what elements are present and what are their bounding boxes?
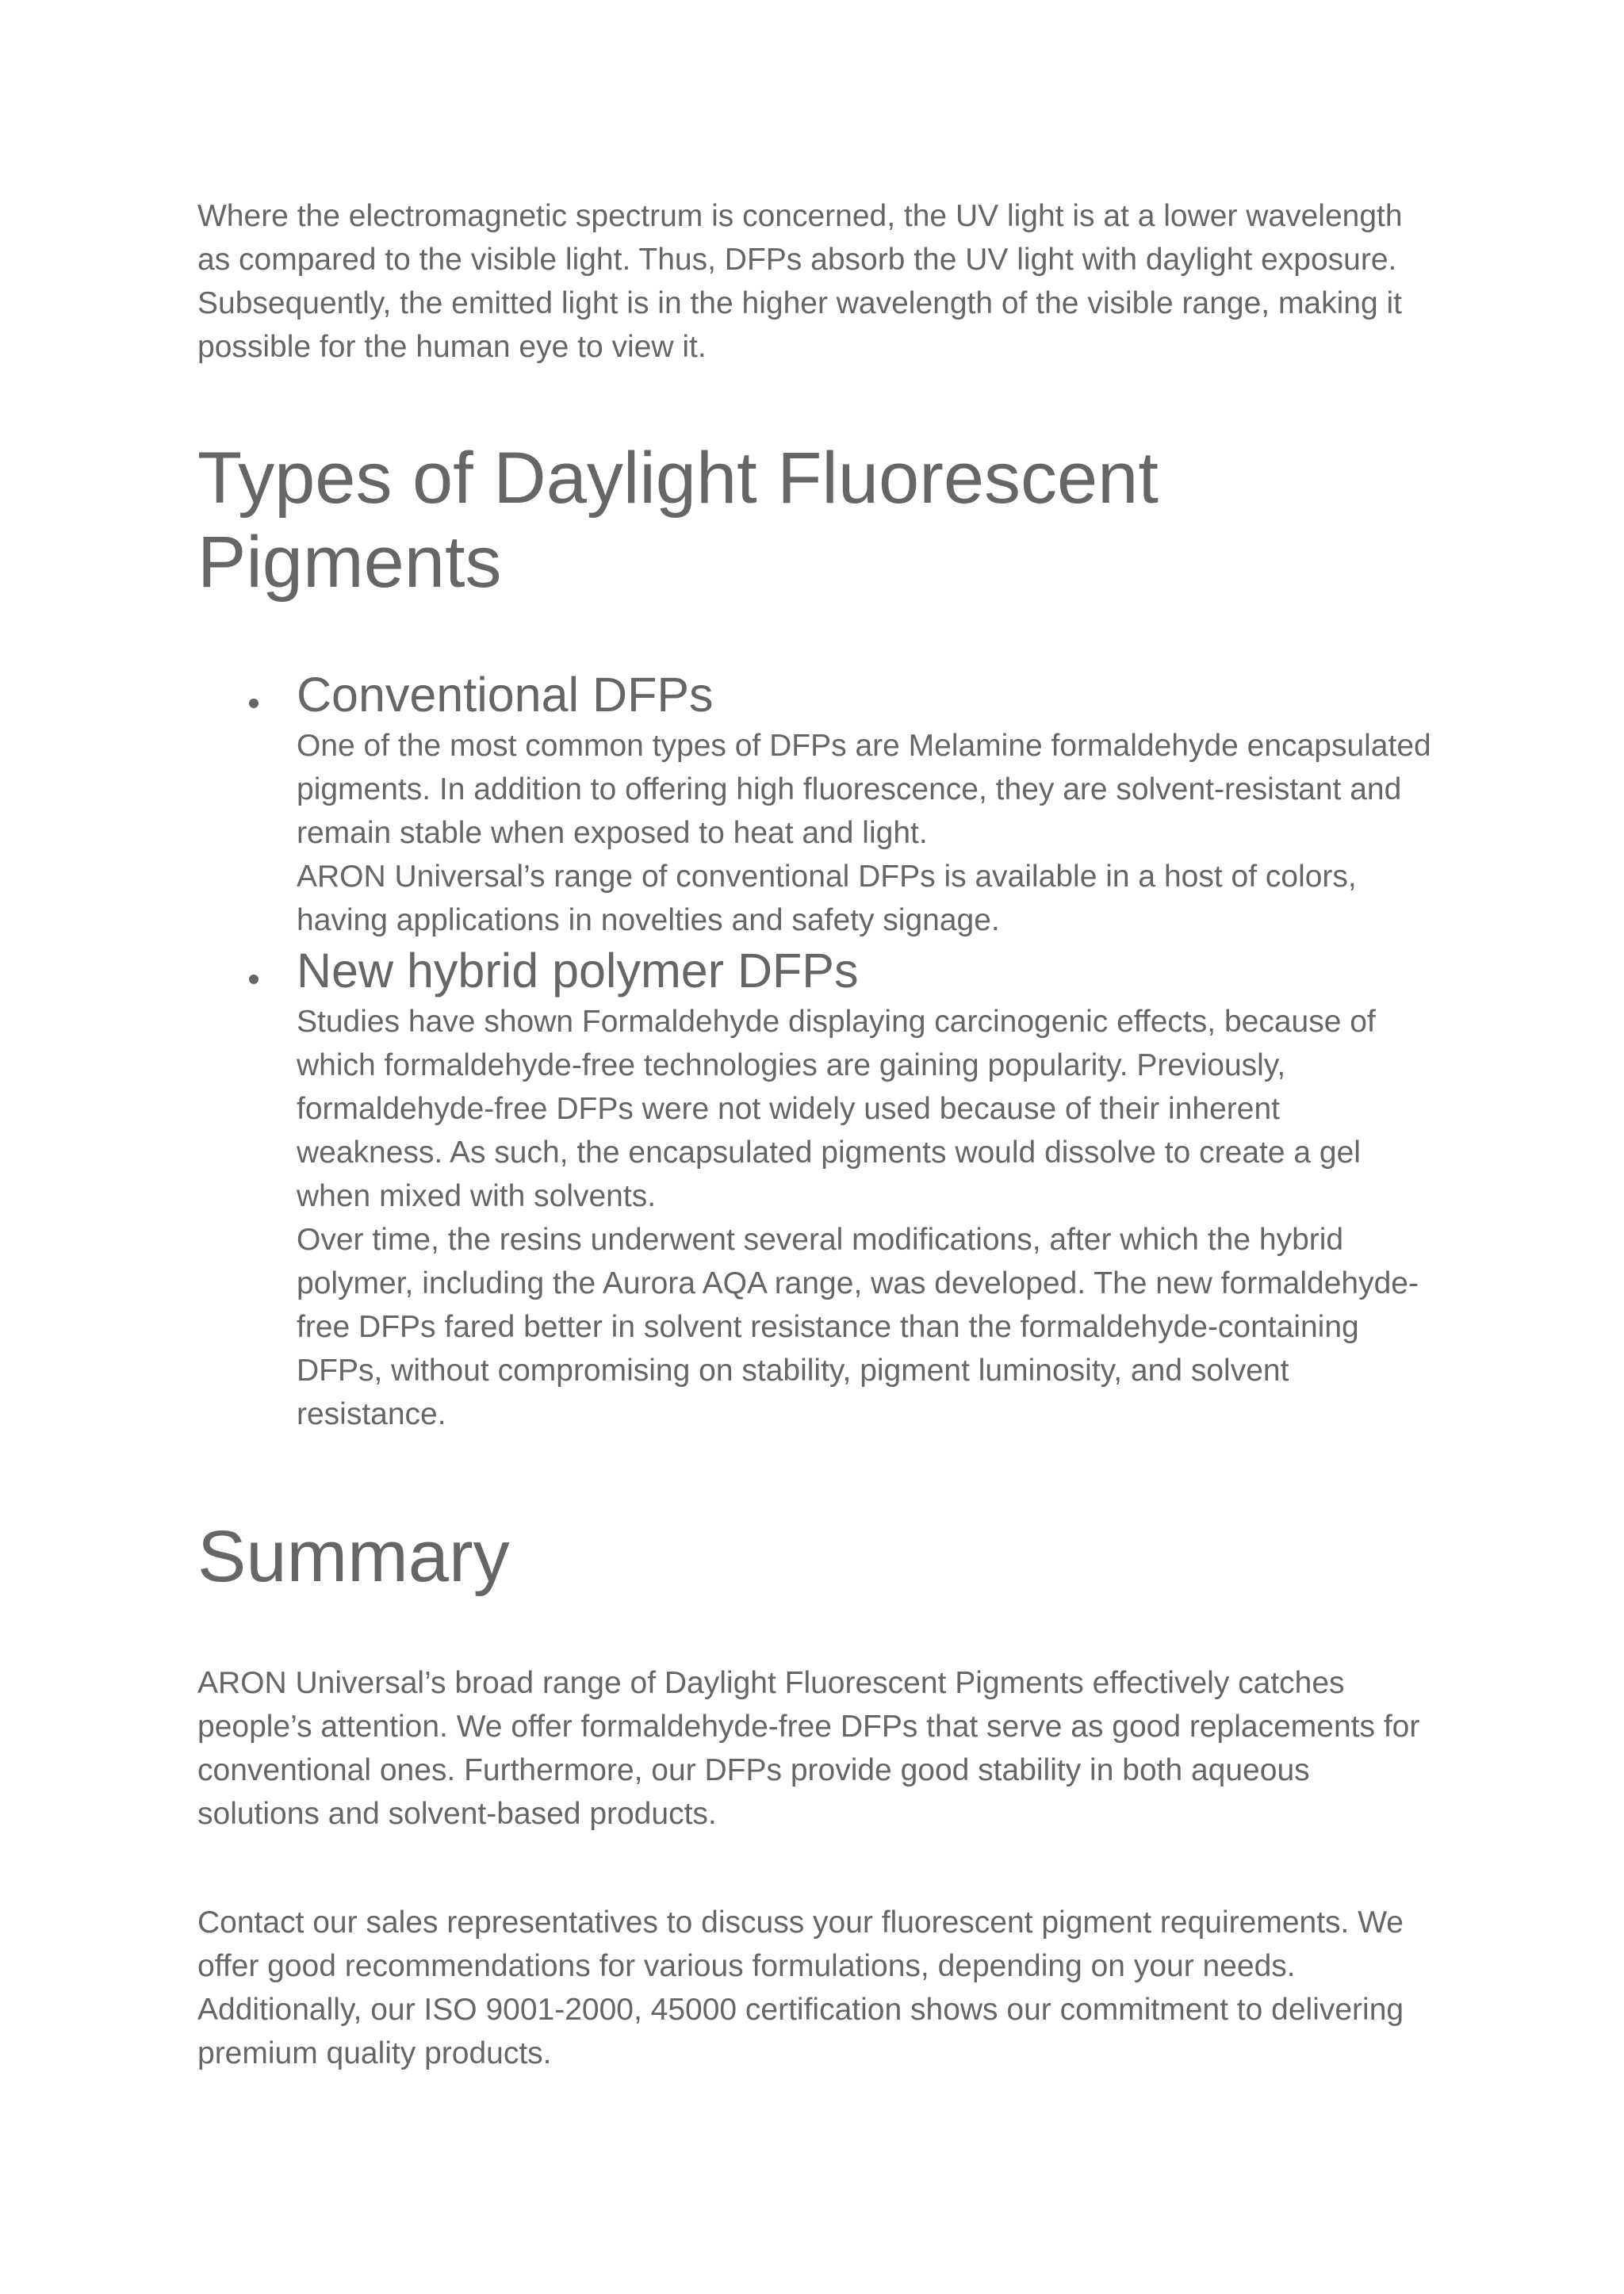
conventional-dfps-paragraph-1: One of the most common types of DFPs are Melamine formaldehyde encapsulated pigments. In addition to offering high fluorescence, they are solvent-resistant and remain stable when exposed to heat and light. [297,729,1431,850]
bullet-icon [249,975,259,984]
pigment-types-list [197,666,1434,1436]
summary-paragraph-2: Contact our sales representatives to discuss your fluorescent pigment requirements. We offer good recommendations for various formulations, depending on your needs. Additionally, our ISO 9001-2000, 45000 certification shows our commitment to delivering premium quality products. [197,1905,1404,2070]
summary-paragraph-1: ARON Universal’s broad range of Daylight Fluorescent Pigments effectively catches people’s attention. We offer formaldehyde-free DFPs that serve as good replacements for conventional ones. Furthermore, our DFPs provide good stability in both aqueous solutions and solvent-based products. [197,1666,1420,1831]
summary-heading: Summary [197,1516,510,1597]
intro-paragraph: Where the electromagnetic spectrum is concerned, the UV light is at a lower wavelength as compared to the visible light. Thus, DFPs absorb the UV light with daylight exposure. Subsequently, the emitted light is in the higher wavelength of the visible range, making it possible for the human eye to view it. [197,199,1403,364]
conventional-dfps-paragraph-2: ARON Universal’s range of conventional DFPs is available in a host of colors, having applications in novelties and safety signage. [297,860,1357,937]
hybrid-polymer-dfps-paragraph-1: Studies have shown Formaldehyde displaying carcinogenic effects, because of which formaldehyde-free technologies are gaining popularity. Previously, formaldehyde-free DFPs were not widely used because of their inherent weakness. As such, the encapsulated pigments would dissolve to create a gel when mixed with solvents. [297,1005,1376,1213]
list-item-conventional-dfps [197,666,1434,942]
hybrid-polymer-dfps-title: New hybrid polymer DFPs [297,944,859,998]
hybrid-polymer-dfps-paragraph-2: Over time, the resins underwent several modifications, after which the hybrid polymer, including the Aurora AQA range, was developed. The new formaldehyde-free DFPs fared better in solvent resistance than the formaldehyde-containing DFPs, without compromising on stability, pigment luminosity, and solvent resistance. [297,1223,1419,1431]
types-heading: Types of Daylight Fluorescent Pigments [197,438,1159,603]
bullet-icon [249,699,259,708]
conventional-dfps-title: Conventional DFPs [297,668,714,722]
list-item-hybrid-polymer-dfps [197,942,1434,1436]
